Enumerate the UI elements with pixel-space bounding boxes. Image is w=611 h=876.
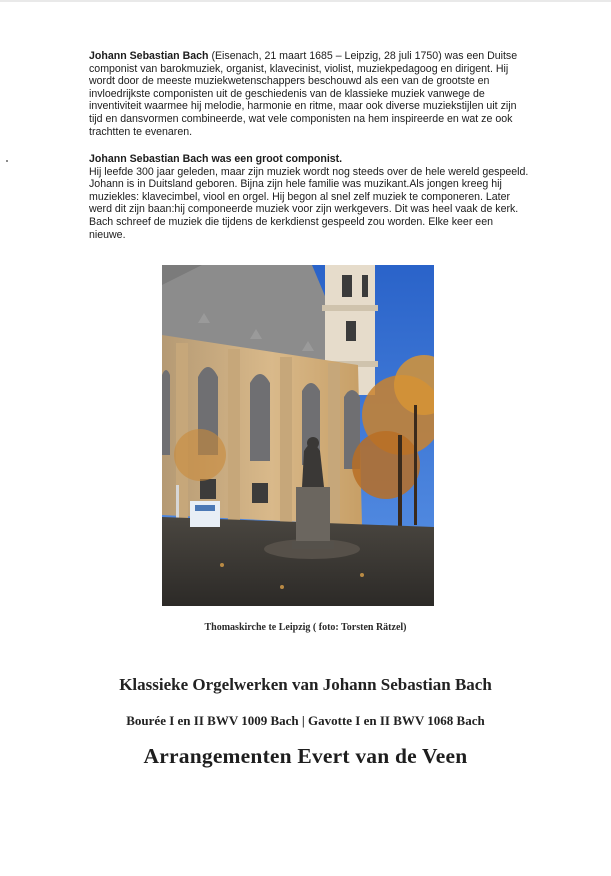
bio-text: (Eisenach, 21 maart 1685 – Leipzig, 28 juli 1750) was een Duitse componist van barokmuziek, organist, klavecinist, violist, muziekpedagoog en dirigent. Hij wordt door de meeste muziekwetenschappers beschouwd als een van de grootste en invloedrijkste componisten uit de geschiedenis van de klassieke muziek vanwege de inventiviteit waarmee hij melodie, harmonie en ritme, maar ook diverse muziekstijlen uit zijn tijd en dansvormen combineerde, wat vele componisten na hem inspireerde en wat ze ook trachtten te evenaren.: [89, 50, 518, 138]
page-top-edge: [0, 0, 611, 2]
scan-speck: [6, 160, 8, 162]
bio-paragraph: [89, 50, 529, 138]
title-line-1: Klassieke Orgelwerken van Johann Sebastian Bach: [119, 675, 492, 694]
title-line-3: Arrangementen Evert van de Veen: [143, 744, 468, 768]
intro-paragraph: [89, 153, 529, 241]
thomaskirche-photo: [162, 265, 434, 606]
intro-lead: Johann Sebastian Bach was een groot componist.: [89, 153, 343, 165]
intro-text: Hij leefde 300 jaar geleden, maar zijn muziek wordt nog steeds over de hele wereld gespeeld. Johann is in Duitsland geboren. Bijna zijn hele familie was muzikant.Als jongen kreeg hij muziekles: klavecimbel, viool en orgel. Hij begon al snel zelf muziek te componeren. Later werd dit zijn baan:hij componeerde muziek voor zijn werkgevers. Dit was heel vaak de kerk. Bach schreef de muziek die tijdens de kerkdienst gespeeld zou worden. Elke keer een nieuwe.: [89, 165, 529, 241]
photo-caption: Thomaskirche te Leipzig ( foto: Torsten Rätzel): [204, 622, 407, 633]
title-line-2: Bourée I en II BWV 1009 Bach | Gavotte I en II BWV 1068 Bach: [126, 713, 485, 728]
bio-name: Johann Sebastian Bach: [89, 50, 209, 62]
